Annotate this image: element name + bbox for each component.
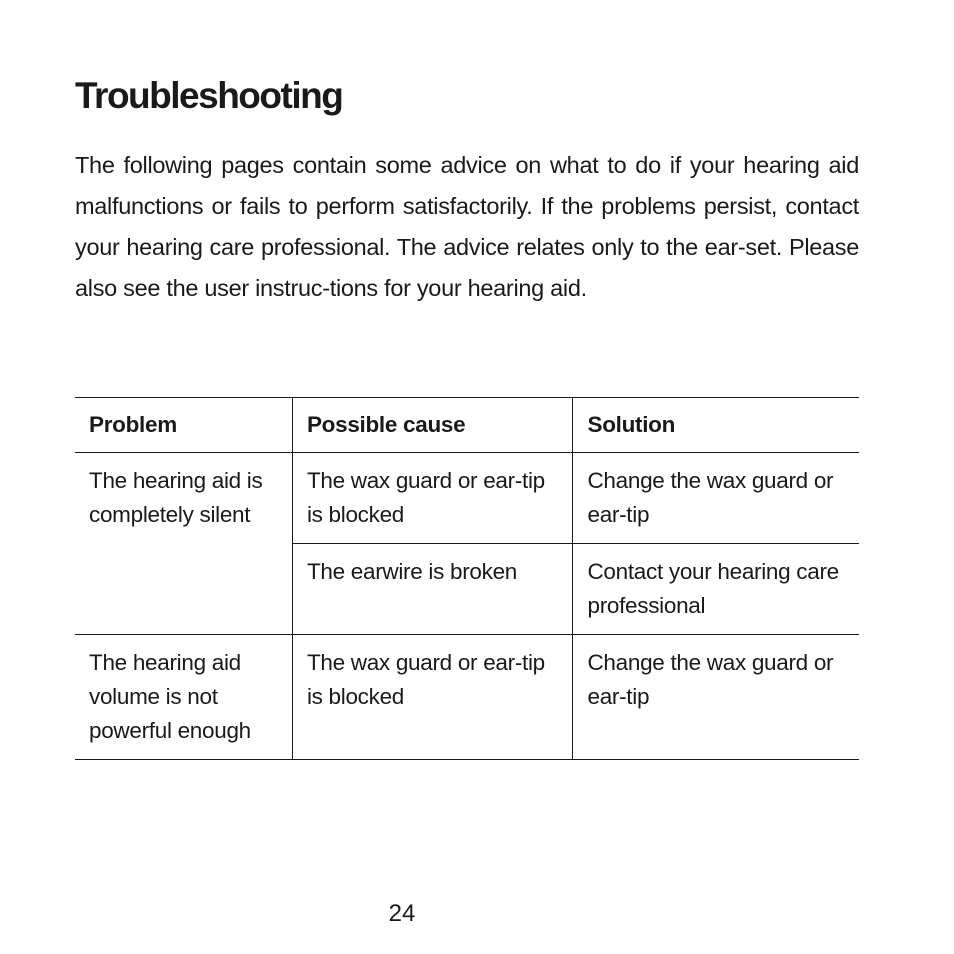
table-row	[75, 635, 859, 760]
solution-cell: Change the wax guard or ear-tip	[573, 635, 859, 760]
header-problem: Problem	[75, 398, 292, 453]
page-title: Troubleshooting	[75, 75, 343, 116]
header-possible-cause: Possible cause	[292, 398, 573, 453]
cause-cell: The wax guard or ear-tip is blocked	[292, 453, 573, 544]
troubleshooting-table	[75, 397, 859, 760]
document-page	[75, 0, 859, 954]
table-row	[75, 453, 859, 544]
solution-cell: Change the wax guard or ear-tip	[573, 453, 859, 544]
cause-cell: The wax guard or ear-tip is blocked	[292, 635, 573, 760]
table-header-row	[75, 398, 859, 453]
header-solution: Solution	[573, 398, 859, 453]
problem-cell: The hearing aid volume is not powerful enough	[75, 635, 292, 760]
page-number: 24	[388, 900, 416, 927]
problem-cell: The hearing aid is completely silent	[75, 453, 292, 635]
cause-cell: The earwire is broken	[292, 544, 573, 635]
solution-cell: Contact your hearing care professional	[573, 544, 859, 635]
intro-paragraph: The following pages contain some advice on what to do if your hearing aid malfunctions or fails to perform satisfactorily. If the problems persist, contact your hearing care professional. The advice relates only to the ear-set. Please also see the user instruc-tions for your hearing aid.	[75, 152, 859, 301]
